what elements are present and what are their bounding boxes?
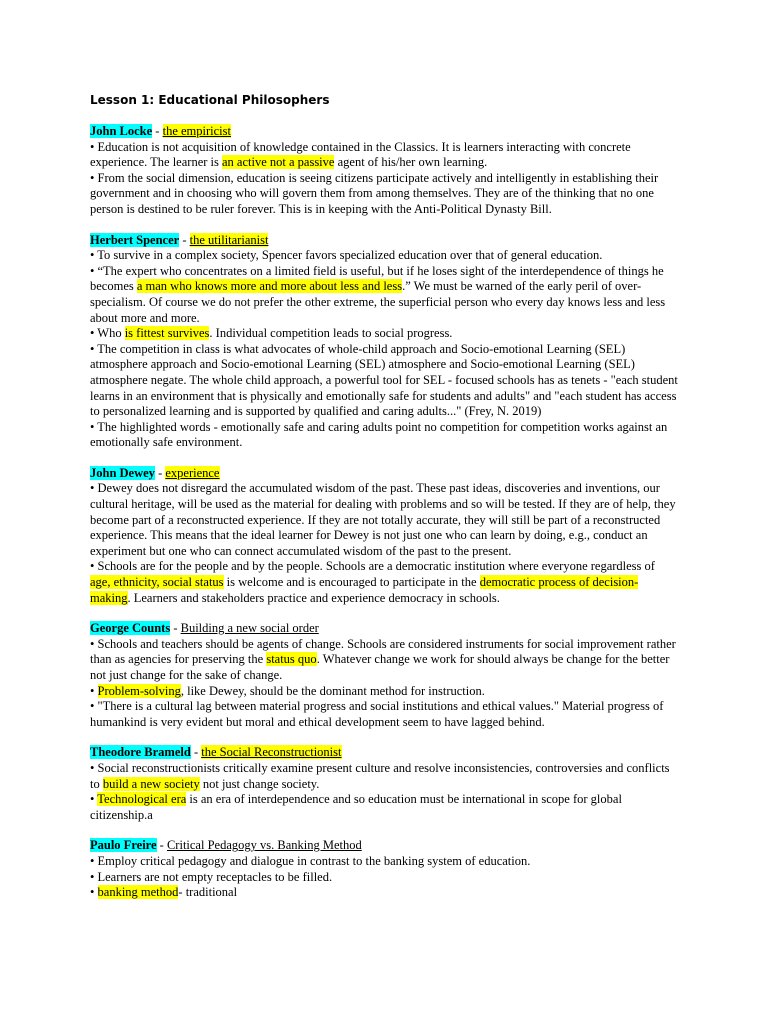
- bullet-paragraph: [90, 420, 678, 451]
- text-run: • Employ critical pedagogy and dialogue in contrast to the banking system of education.: [90, 853, 531, 868]
- text-run: • The highlighted words - emotionally safe and caring adults point no competition for competition works against an emotionally safe environment.: [90, 419, 668, 450]
- philosopher-name: John Dewey: [90, 465, 155, 480]
- philosopher-section: [90, 745, 678, 823]
- bullet-paragraph: [90, 885, 678, 901]
- document-page: [90, 92, 678, 916]
- text-run: • Schools and teachers should be agents of change. Schools are considered instruments for social improvement rather than as agencies for preserving the: [90, 636, 676, 667]
- bullet-paragraph: [90, 637, 678, 684]
- text-run: is welcome and is encouraged to participate in the: [223, 575, 480, 590]
- text-run: - traditional: [178, 885, 238, 900]
- philosopher-heading: [90, 124, 678, 140]
- bullet-paragraph: [90, 854, 678, 870]
- philosopher-name: Herbert Spencer: [90, 232, 180, 247]
- heading-separator: -: [152, 124, 163, 138]
- philosopher-section: [90, 233, 678, 451]
- bullet-paragraph: [90, 699, 678, 730]
- philosopher-name: Theodore Brameld: [90, 745, 191, 760]
- philosophy-tag: the Social Reconstructionist: [201, 745, 342, 760]
- bullet-paragraph: [90, 761, 678, 792]
- philosopher-heading: [90, 838, 678, 854]
- highlighted-text: Problem-solving: [97, 683, 181, 698]
- text-run: • “The expert who concentrates on a limited field is useful, but if he loses sight of the interdependence of things he becomes: [90, 263, 664, 294]
- philosopher-name: John Locke: [90, 124, 153, 138]
- bullet-paragraph: [90, 559, 678, 606]
- text-run: •: [90, 683, 98, 698]
- highlighted-text: status quo: [266, 652, 317, 667]
- heading-separator: -: [154, 465, 166, 480]
- heading-separator: -: [170, 621, 181, 636]
- text-run: • Social reconstructionists critically examine present culture and resolve inconsistencies, controversies and conflicts to: [90, 760, 670, 791]
- philosopher-section: [90, 621, 678, 730]
- highlighted-text: democratic process of decision-making: [90, 575, 639, 605]
- philosopher-section: [90, 466, 678, 606]
- text-run: • Dewey does not disregard the accumulated wisdom of the past. These past ideas, discoveries and inventions, our cultural heritage, will be used as the material for dealing with problems and so will be tested. If they are of help, they become part of a reconstructed experience. If they are not totally accurate, they will still be part of a reconstructed experience. This means that the ideal learner for Dewey is not just one who can learn by doing, e.g., conduct an experiment but one who can connect accumulated wisdom of the past to the present.: [90, 481, 676, 558]
- text-run: • "There is a cultural lag between material progress and social institutions and ethical values." Material progress of humankind is very evident but moral and ethical development seem to have lagged behind.: [90, 699, 664, 729]
- highlighted-text: build a new society: [102, 776, 200, 791]
- sections-container: [90, 124, 678, 901]
- bullet-paragraph: [90, 684, 678, 700]
- highlighted-text: banking method: [97, 885, 179, 900]
- philosopher-heading: [90, 745, 678, 761]
- heading-separator: -: [179, 232, 190, 247]
- lesson-title: Lesson 1: Educational Philosophers: [90, 93, 330, 107]
- highlighted-text: a man who knows more and more about less and less: [136, 279, 403, 294]
- bullet-paragraph: [90, 171, 678, 218]
- text-run: •: [90, 792, 98, 807]
- philosopher-section: [90, 838, 678, 900]
- bullet-paragraph: [90, 248, 678, 264]
- philosophy-tag: Building a new social order: [180, 621, 319, 636]
- text-run: agent of his/her own learning.: [334, 155, 488, 170]
- heading-separator: -: [190, 745, 202, 760]
- text-run: • Learners are not empty receptacles to be filled.: [90, 869, 333, 884]
- bullet-paragraph: [90, 326, 678, 342]
- philosopher-heading: [90, 233, 678, 249]
- text-run: . Whatever change we work for should always be change for the better not just change for the sake of change.: [90, 652, 670, 682]
- highlighted-text: an active not a passive: [222, 155, 335, 170]
- bullet-paragraph: [90, 342, 678, 420]
- text-run: •: [90, 885, 98, 900]
- philosophy-tag: the utilitarianist: [189, 232, 269, 247]
- text-run: • To survive in a complex society, Spencer favors specialized education over that of general education.: [90, 248, 603, 263]
- philosophy-tag: the empiricist: [162, 124, 231, 138]
- text-run: . Learners and stakeholders practice and experience democracy in schools.: [127, 590, 500, 605]
- philosophy-tag: Critical Pedagogy vs. Banking Method: [166, 838, 362, 853]
- text-run: .” We must be warned of the early peril of over-specialism. Of course we do not prefer the other extreme, the superficial person who every day knows less and less about more and more.: [90, 279, 666, 325]
- bullet-paragraph: [90, 264, 678, 326]
- philosopher-heading: [90, 621, 678, 637]
- highlighted-text: age, ethnicity, social status: [90, 575, 224, 590]
- text-run: • Who: [90, 326, 125, 341]
- philosophy-tag: experience: [165, 465, 220, 480]
- bullet-paragraph: [90, 481, 678, 559]
- bullet-paragraph: [90, 140, 678, 171]
- philosopher-name: Paulo Freire: [90, 838, 157, 853]
- highlighted-text: is fittest survives: [124, 326, 210, 341]
- highlighted-text: Technological era: [97, 792, 187, 807]
- bullet-paragraph: [90, 792, 678, 823]
- text-run: . Individual competition leads to social progress.: [209, 326, 453, 341]
- philosopher-name: George Counts: [90, 621, 171, 636]
- text-run: not just change society.: [199, 776, 320, 791]
- text-run: • From the social dimension, education is seeing citizens participate actively and intelligently in establishing their government and in choosing who will govern them from among themselves. They are of the thinking that no one person is destined to be ruler forever. This is in keeping with the Anti-Political Dynasty Bill.: [90, 170, 659, 216]
- heading-separator: -: [156, 838, 167, 853]
- bullet-paragraph: [90, 870, 678, 886]
- text-run: • Schools are for the people and by the people. Schools are a democratic institution where everyone regardless of: [90, 559, 655, 574]
- philosopher-heading: [90, 466, 678, 482]
- text-run: • The competition in class is what advocates of whole-child approach and Socio-emotional Learning (SEL) atmosphere approach and Socio-emotional Learning (SEL) atmosphere and Socio-emotional Learning (SEL) atmosphere negate. The whole child approach, a powerful tool for SEL - focused schools has as tenets - "each student learns in an environment that is physically and emotionally safe for students and adults" and "each student has access to personalized learning and is supported by qualified and caring adults..." (Frey, N. 2019): [90, 341, 678, 419]
- philosopher-section: [90, 124, 678, 218]
- text-run: , like Dewey, should be the dominant method for instruction.: [180, 683, 485, 698]
- text-run: is an era of interdependence and so education must be international in scope for global citizenship.a: [90, 792, 622, 822]
- text-run: • Education is not acquisition of knowledge contained in the Classics. It is learners interacting with concrete experience. The learner is: [90, 139, 631, 170]
